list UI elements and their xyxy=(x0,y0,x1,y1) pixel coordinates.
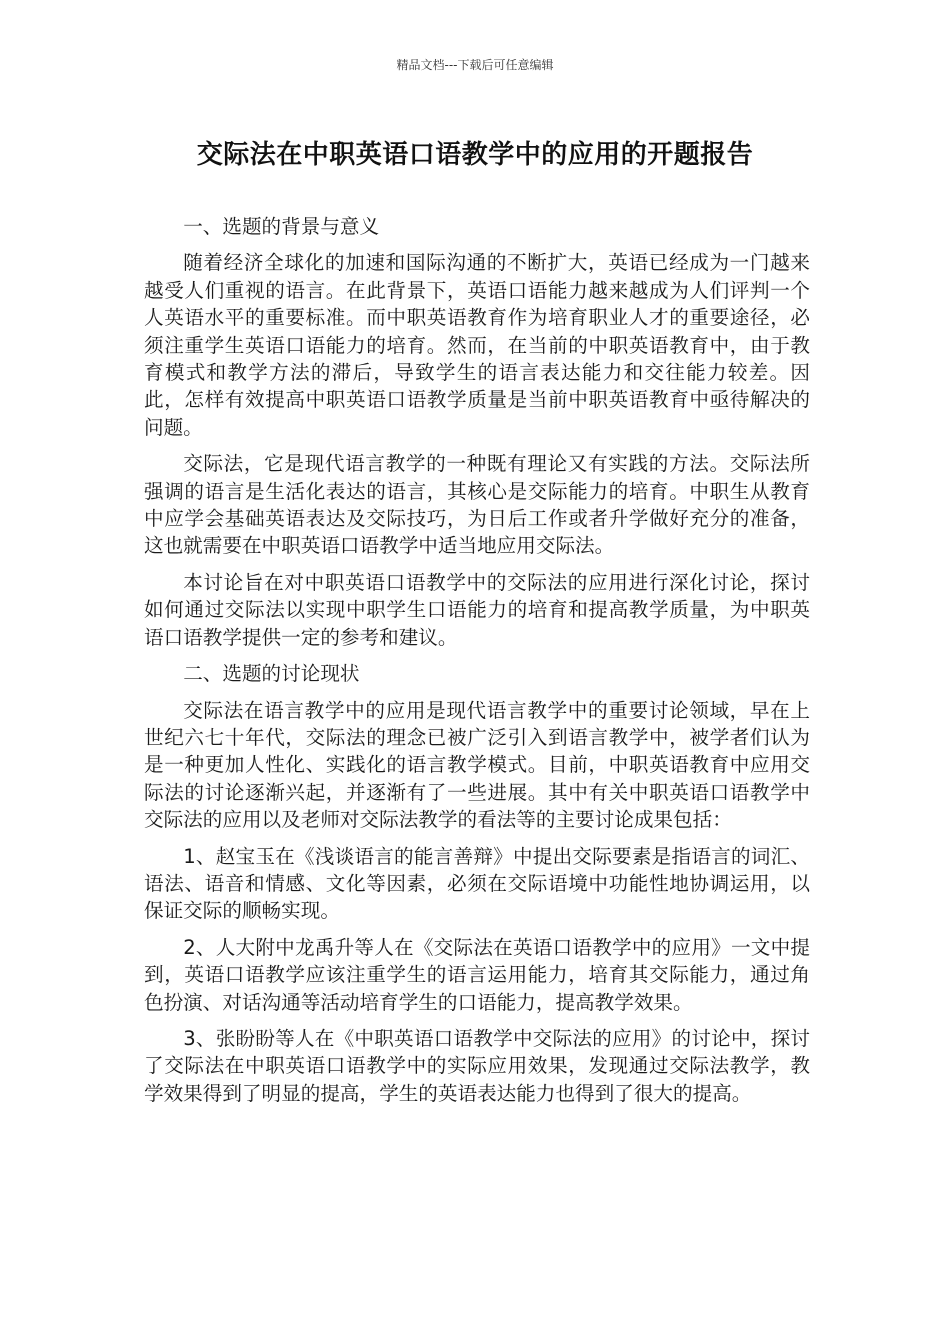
header-note: 精品文档---下载后可任意编辑 xyxy=(396,58,554,72)
paragraph-finding-3: 3、张盼盼等人在《中职英语口语教学中交际法的应用》的讨论中，探讨了交际法在中职英语口语教学中的实际应用效果，发现通过交际法教学，教学效果得到了明显的提高，学生的英语表达能力也得到了很大的提高。 xyxy=(144,1026,810,1105)
paragraph-finding-1: 1、赵宝玉在《浅谈语言的能言善辩》中提出交际要素是指语言的词汇、语法、语音和情感、文化等因素，必须在交际语境中功能性地协调运用，以保证交际的顺畅实现。 xyxy=(144,844,810,923)
paragraph-status: 交际法在语言教学中的应用是现代语言教学中的重要讨论领域，早在上世纪六七十年代，交际法的理念已被广泛引入到语言教学中，被学者们认为是一种更加人性化、实践化的语言教学模式。目前，中职英语教育中应用交际法的讨论逐渐兴起，并逐渐有了一些进展。其中有关中职英语口语教学中交际法的应用以及老师对交际法教学的看法等的主要讨论成果包括： xyxy=(144,698,810,832)
section-heading-background: 一、选题的背景与意义 xyxy=(183,215,380,238)
document-title: 交际法在中职英语口语教学中的应用的开题报告 xyxy=(196,140,754,170)
paragraph-finding-2: 2、人大附中龙禹升等人在《交际法在英语口语教学中的应用》一文中提到，英语口语教学应该注重学生的语言运用能力，培育其交际能力，通过角色扮演、对话沟通等活动培育学生的口语能力，提高教学效果。 xyxy=(144,935,810,1014)
paragraph-background: 随着经济全球化的加速和国际沟通的不断扩大，英语已经成为一门越来越受人们重视的语言。在此背景下，英语口语能力越来越成为人们评判一个人英语水平的重要标准。而中职英语教育作为培育职业人才的重要途径，必须注重学生英语口语能力的培育。然而，在当前的中职英语教育中，由于教育模式和教学方法的滞后，导致学生的语言表达能力和交往能力较差。因此，怎样有效提高中职英语口语教学质量是当前中职英语教育中亟待解决的问题。 xyxy=(144,251,810,439)
paragraph-research-aim: 本讨论旨在对中职英语口语教学中的交际法的应用进行深化讨论，探讨如何通过交际法以实现中职学生口语能力的培育和提高教学质量，为中职英语口语教学提供一定的参考和建议。 xyxy=(144,570,810,649)
section-heading-status: 二、选题的讨论现状 xyxy=(183,662,360,686)
paragraph-communicative-method: 交际法，它是现代语言教学的一种既有理论又有实践的方法。交际法所强调的语言是生活化表达的语言，其核心是交际能力的培育。中职生从教育中应学会基础英语表达及交际技巧，为日后工作或者升学做好充分的准备，这也就需要在中职英语口语教学中适当地应用交际法。 xyxy=(144,452,810,558)
document-body xyxy=(144,213,810,1116)
